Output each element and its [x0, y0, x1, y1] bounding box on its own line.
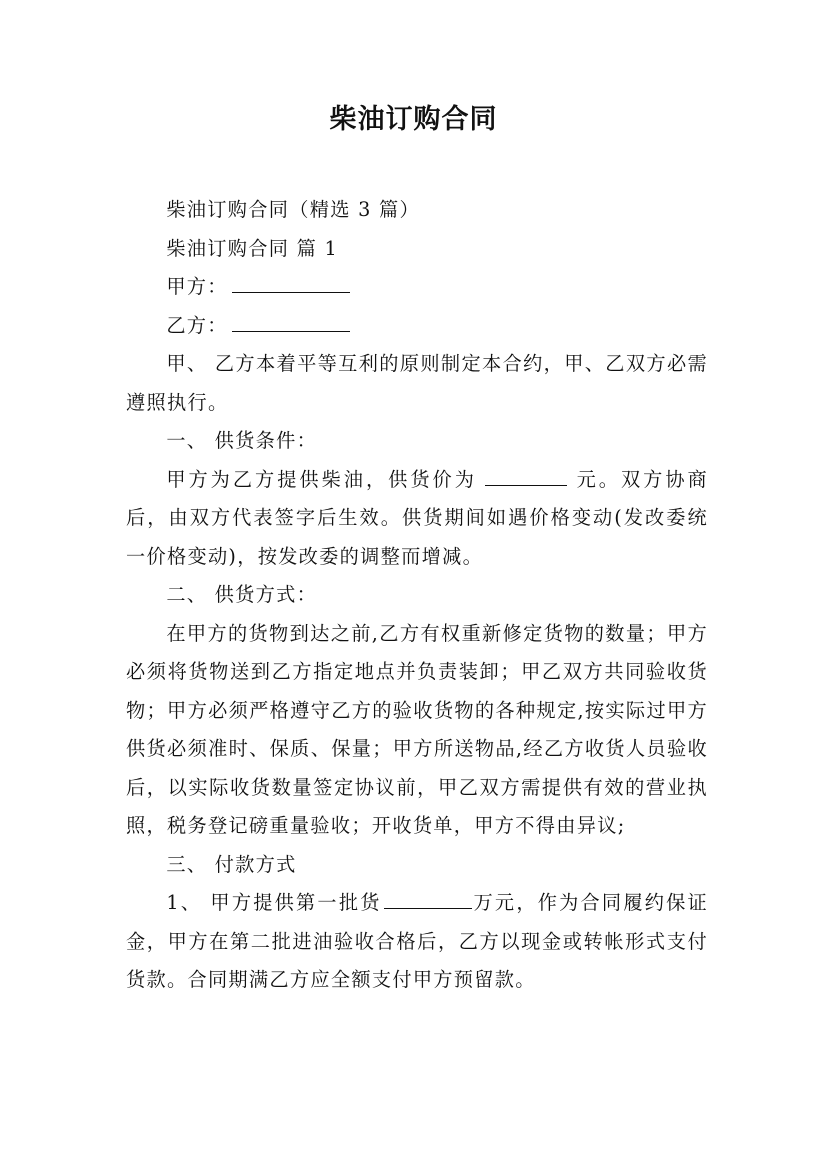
clause1-text-before: 甲方为乙方提供柴油，供货价为 [166, 467, 477, 491]
party-b-blank [232, 309, 350, 331]
clause2-paragraph: 在甲方的货物到达之前,乙方有权重新修定货物的数量；甲方必须将货物送到乙方指定地点并负责装卸；甲乙双方共同验收货物；甲方必须严格遵守乙方的验收货物的各种规定,按实际过甲方供货必须准时、保质、保量；甲方所送物品,经乙方收货人员验收后，以实际收货数量签定协议前，甲乙双方需提供有效的营业执照，税务登记磅重量验收；开收货单，甲方不得由异议; [126, 621, 708, 837]
clause1-text-after: 元。双方协商后，由双方代表签字后生效。供货期间如遇价格变动(发改委统一价格变动)，按发改委的调整而增减。 [126, 467, 708, 568]
clause3-item1-before: 1、 甲方提供第一批货 [166, 891, 382, 914]
deposit-blank [384, 887, 472, 909]
party-a-blank [232, 271, 350, 293]
clause3-item1 [126, 884, 708, 1000]
party-a-label: 甲方： [166, 275, 228, 298]
party-b-line [126, 307, 708, 346]
clause1-heading: 一、 供货条件： [166, 429, 318, 452]
party-a-line [126, 268, 708, 307]
party-b-label: 乙方： [166, 313, 228, 337]
section-heading: 柴油订购合同 篇 1 [166, 236, 339, 260]
clause3-heading: 三、 付款方式 [166, 852, 297, 876]
clause1-paragraph [126, 461, 708, 577]
intro-paragraph: 甲、 乙方本着平等互利的原则制定本合约，甲、乙双方必需遵照执行。 [126, 352, 708, 414]
document-subtitle: 柴油订购合同（精选 3 篇） [166, 198, 420, 221]
document-body [126, 191, 708, 1000]
document-title: 柴油订购合同 [329, 104, 498, 135]
price-blank [485, 463, 567, 485]
clause3-item1-after: 万元，作为合同履约保证金，甲方在第二批进油验收合格后，乙方以现金或转帐形式支付货款。合同期满乙方应全额支付甲方预留款。 [126, 891, 708, 991]
clause2-heading: 二、 供货方式： [166, 583, 318, 606]
